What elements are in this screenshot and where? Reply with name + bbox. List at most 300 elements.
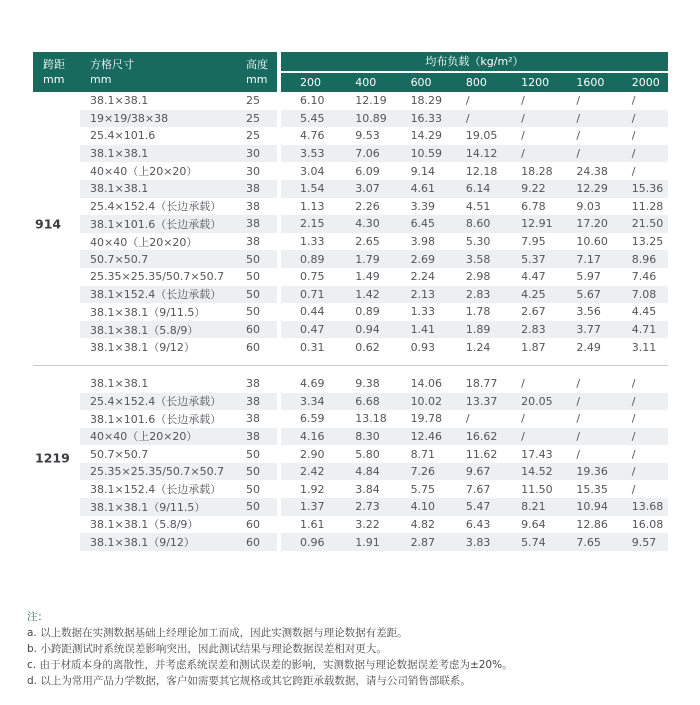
load-value-cell: 6.68 (336, 393, 391, 411)
grid-size-cell: 40×40（上20×20） (90, 165, 198, 179)
load-value-cell: 7.08 (613, 286, 668, 304)
span-column-spacer (33, 428, 80, 446)
grid-size-cell: 40×40（上20×20） (80, 428, 240, 446)
load-value-cell: / (521, 129, 525, 143)
load-value-cell: 3.11 (631, 340, 657, 354)
load-value-cell: / (613, 428, 668, 446)
load-value-cell: / (557, 110, 612, 128)
table-row (33, 375, 668, 393)
load-value-cell: / (521, 377, 525, 391)
span-value: 914 (35, 216, 62, 232)
load-value-cell: 0.31 (300, 340, 325, 354)
load-value-cell: 12.18 (465, 164, 498, 178)
load-value-cell: 0.93 (410, 340, 436, 354)
load-value-cell: 3.83 (447, 533, 502, 551)
load-value-cell: 1.41 (392, 321, 447, 339)
col-header-span-label: 跨距 (43, 58, 65, 71)
load-value-cell: 4.45 (631, 305, 657, 319)
load-value-cell: 2.67 (521, 305, 546, 319)
load-value-cell: 10.02 (392, 393, 447, 411)
table-row (33, 162, 668, 180)
load-value-cell: 18.77 (465, 377, 498, 391)
load-value-cell: / (576, 412, 581, 426)
load-value-cell: 20.05 (502, 393, 557, 411)
load-value-cell: 12.86 (576, 517, 608, 531)
table-header (33, 52, 668, 92)
load-value-cell: 1.49 (355, 270, 380, 284)
table-row (33, 268, 668, 286)
load-value-cell: 10.89 (336, 110, 391, 128)
load-col-header-2000: 2000 (631, 76, 660, 89)
load-value-cell: 1.13 (300, 199, 325, 213)
load-value-cell: 3.53 (281, 145, 336, 163)
load-value-cell: 3.77 (557, 321, 612, 339)
load-value-cell: 8.96 (613, 250, 668, 268)
load-value-cell: 0.96 (281, 533, 336, 551)
load-value-cell: 4.84 (336, 463, 391, 481)
table-row (33, 286, 668, 304)
table-row (33, 463, 668, 481)
load-value-cell: 3.34 (281, 393, 336, 411)
load-value-cell: 3.58 (447, 250, 502, 268)
grid-size-cell: 38.1×38.1（9/11.5） (80, 498, 240, 516)
grid-size-cell: 40×40（上20×20） (90, 235, 198, 249)
load-value-cell: 9.14 (410, 164, 436, 178)
grid-size-cell: 50.7×50.7 (90, 447, 149, 461)
load-value-cell: / (576, 129, 581, 143)
load-value-cell: 2.49 (576, 340, 601, 354)
grid-size-cell: 38.1×38.1（9/11.5） (90, 305, 206, 319)
table-row (33, 145, 668, 163)
table-row (33, 498, 668, 516)
height-cell: 60 (240, 533, 277, 551)
load-value-cell: / (447, 110, 502, 128)
col-header-size (80, 52, 240, 92)
load-value-cell: 4.71 (613, 321, 668, 339)
height-cell: 25 (240, 110, 277, 128)
table-body (33, 92, 668, 551)
load-value-cell: 12.91 (502, 215, 557, 233)
span-column-spacer (33, 321, 80, 339)
load-value-cell: 12.29 (557, 180, 612, 198)
load-value-cell: 0.94 (336, 321, 391, 339)
load-value-cell: 8.71 (410, 447, 436, 461)
span-column-spacer (33, 410, 80, 428)
load-value-cell: 10.94 (557, 498, 612, 516)
load-value-cell: 19.05 (465, 129, 498, 143)
load-value-cell: 1.24 (465, 340, 491, 354)
load-value-cell: 4.61 (392, 180, 447, 198)
load-value-cell: 5.80 (355, 447, 380, 461)
section-rows (33, 92, 668, 356)
grid-size-cell: 38.1×152.4（长边承载） (80, 286, 240, 304)
load-value-cell: 10.60 (576, 235, 608, 249)
load-value-cell: 3.07 (336, 180, 391, 198)
span-column-spacer (33, 198, 80, 216)
height-cell: 38 (246, 199, 260, 213)
height-cell: 38 (240, 180, 277, 198)
load-value-cell: / (576, 447, 581, 461)
height-cell: 60 (246, 340, 260, 354)
load-value-cell: 12.19 (355, 94, 387, 108)
header-load-block (281, 52, 668, 92)
grid-size-cell: 25.4×152.4（长边承载） (90, 200, 222, 214)
load-value-cell: 1.37 (281, 498, 336, 516)
grid-size-cell: 38.1×38.1 (80, 180, 240, 198)
load-value-cell: 5.30 (465, 235, 491, 249)
load-value-cell: 11.50 (521, 482, 553, 496)
span-column-spacer (33, 375, 80, 393)
note-c: c. 由于材质本身的离散性，并考虑系统误差和测试误差的影响，实测数据与理论数据误差考虑为±20%。 (27, 659, 513, 671)
grid-size-cell: 38.1×38.1（5.8/9） (90, 518, 199, 532)
load-value-cell: 1.89 (447, 321, 502, 339)
load-value-cell: / (631, 164, 636, 178)
height-cell: 50 (240, 463, 277, 481)
load-value-cell: / (631, 482, 636, 496)
span-column-spacer (33, 127, 80, 145)
load-value-cell: 13.37 (447, 393, 502, 411)
table-row (33, 393, 668, 411)
note-d: d. 以上为常用产品力学数据，客户如需要其它规格或其它跨距承载数据，请与公司销售部联系。 (27, 675, 471, 687)
load-value-cell: 24.38 (576, 164, 608, 178)
load-value-cell: 2.87 (392, 533, 447, 551)
span-column-spacer (33, 233, 80, 251)
load-value-cell: 0.44 (300, 305, 325, 319)
load-value-cell: / (557, 145, 612, 163)
load-value-cell: 11.28 (631, 199, 664, 213)
load-value-cell: 14.52 (502, 463, 557, 481)
grid-size-cell: 38.1×38.1 (90, 377, 149, 391)
load-value-cell: 7.17 (557, 250, 612, 268)
grid-size-cell: 38.1×101.6（长边承载） (80, 215, 240, 233)
load-value-cell: 3.04 (300, 164, 325, 178)
load-capacity-table (33, 52, 668, 551)
grid-size-cell: 25.35×25.35/50.7×50.7 (90, 270, 225, 284)
height-cell: 50 (246, 447, 260, 461)
load-value-cell: 4.69 (300, 377, 325, 391)
load-value-cell: 2.24 (410, 270, 436, 284)
height-cell: 50 (240, 498, 277, 516)
load-value-cell: 3.39 (410, 199, 436, 213)
load-value-cell: 12.46 (392, 428, 447, 446)
load-value-cell: 7.46 (631, 270, 657, 284)
load-group-header: 均布负载（kg/m²） (281, 52, 668, 71)
load-value-cell: 9.03 (576, 199, 601, 213)
span-column-spacer (33, 480, 80, 498)
table-row (33, 110, 668, 128)
height-cell: 50 (246, 270, 260, 284)
load-value-cell: / (576, 94, 581, 108)
load-value-cell: 11.62 (465, 447, 498, 461)
table-row (33, 516, 668, 534)
load-value-cell: 6.10 (300, 94, 325, 108)
load-value-cell: / (631, 447, 636, 461)
load-value-cell: 5.37 (502, 250, 557, 268)
header-left-block (33, 52, 277, 92)
load-value-cell: 10.59 (392, 145, 447, 163)
load-value-cell: / (465, 412, 470, 426)
load-value-cell: 8.30 (336, 428, 391, 446)
load-value-cell: 16.62 (447, 428, 502, 446)
grid-size-cell: 25.4×101.6 (90, 129, 156, 143)
load-value-cell: 2.69 (392, 250, 447, 268)
load-value-cell: 5.97 (576, 270, 601, 284)
table-row (33, 303, 668, 321)
load-value-cell: 4.16 (281, 428, 336, 446)
load-value-cell: / (502, 110, 557, 128)
load-value-cell: 4.30 (336, 215, 391, 233)
load-value-cell: 1.33 (410, 305, 436, 319)
col-header-span (33, 52, 80, 92)
load-value-cell: 3.84 (355, 482, 380, 496)
table-row (33, 250, 668, 268)
load-value-cell: 0.47 (281, 321, 336, 339)
table-row (33, 445, 668, 463)
load-value-cell: 5.75 (410, 482, 436, 496)
grid-size-cell: 38.1×38.1（9/12） (90, 341, 195, 355)
span-column-spacer (33, 533, 80, 551)
height-cell: 30 (240, 145, 277, 163)
load-column-headers (281, 73, 668, 92)
table-row (33, 198, 668, 216)
load-value-cell: / (557, 428, 612, 446)
height-cell: 50 (240, 286, 277, 304)
table-section (33, 92, 668, 356)
load-value-cell: 16.33 (392, 110, 447, 128)
load-value-cell: 9.53 (355, 129, 380, 143)
load-value-cell: / (557, 393, 612, 411)
load-value-cell: / (521, 94, 525, 108)
grid-size-cell: 38.1×38.1 (90, 94, 149, 108)
table-row (33, 338, 668, 356)
col-header-span-unit: mm (43, 73, 65, 86)
grid-size-cell: 38.1×38.1（5.8/9） (80, 321, 240, 339)
load-value-cell: 4.76 (300, 129, 325, 143)
span-column-spacer (33, 162, 80, 180)
grid-size-cell: 19×19/38×38 (80, 110, 240, 128)
load-value-cell: / (502, 145, 557, 163)
height-cell: 38 (246, 377, 260, 391)
table-section (33, 365, 668, 551)
load-value-cell: / (521, 412, 525, 426)
load-value-cell: 13.25 (631, 235, 664, 249)
grid-size-cell: 38.1×152.4（长边承载） (90, 483, 222, 497)
span-column-spacer (33, 393, 80, 411)
load-value-cell: 17.43 (521, 447, 553, 461)
table-row (33, 92, 668, 110)
table-row (33, 233, 668, 251)
span-column-spacer (33, 92, 80, 110)
load-value-cell: 7.26 (392, 463, 447, 481)
load-value-cell: 2.98 (465, 270, 491, 284)
height-cell: 38 (240, 393, 277, 411)
table-row (33, 480, 668, 498)
load-value-cell: 2.83 (447, 286, 502, 304)
load-value-cell: 18.29 (410, 94, 443, 108)
load-value-cell: 16.08 (631, 517, 664, 531)
note-a: a. 以上数据在实测数据基础上经理论加工而成，因此实测数据与理论数据有差距。 (27, 627, 408, 639)
span-column-spacer (33, 286, 80, 304)
load-col-header-1600: 1600 (576, 76, 605, 89)
load-value-cell: 4.51 (465, 199, 491, 213)
load-value-cell: 5.67 (557, 286, 612, 304)
load-value-cell: / (613, 145, 668, 163)
load-value-cell: 7.65 (557, 533, 612, 551)
load-col-header-800: 800 (465, 76, 487, 89)
load-value-cell: 13.18 (355, 412, 387, 426)
height-cell: 50 (246, 482, 260, 496)
load-value-cell: 15.36 (613, 180, 668, 198)
span-column-spacer (33, 250, 80, 268)
grid-size-cell: 38.1×38.1（9/12） (80, 533, 240, 551)
load-col-header-600: 600 (410, 76, 432, 89)
load-value-cell: 4.25 (502, 286, 557, 304)
load-value-cell: 7.06 (336, 145, 391, 163)
grid-size-cell: 25.4×152.4（长边承载） (80, 393, 240, 411)
load-value-cell: / (631, 377, 636, 391)
load-value-cell: 6.59 (300, 412, 325, 426)
load-value-cell: 5.74 (502, 533, 557, 551)
load-value-cell: 6.14 (447, 180, 502, 198)
height-cell: 50 (240, 250, 277, 268)
section-rows (33, 375, 668, 551)
load-value-cell: 1.91 (336, 533, 391, 551)
col-header-height-label: 高度 (246, 58, 268, 71)
span-column-spacer (33, 110, 80, 128)
load-value-cell: 6.45 (392, 215, 447, 233)
load-value-cell: 14.06 (410, 377, 443, 391)
height-cell: 38 (240, 215, 277, 233)
height-cell: 50 (246, 305, 260, 319)
grid-size-cell: 38.1×101.6（长边承载） (90, 412, 222, 426)
span-column-spacer (33, 268, 80, 286)
note-b: b. 小跨距测试时系统误差影响突出，因此测试结果与理论数据误差相对更大。 (27, 643, 387, 655)
load-col-header-400: 400 (355, 76, 377, 89)
col-header-size-unit: mm (90, 73, 112, 86)
load-value-cell: 2.65 (355, 235, 380, 249)
load-value-cell: 1.87 (521, 340, 546, 354)
grid-size-cell: 38.1×38.1 (80, 145, 240, 163)
table-row (33, 410, 668, 428)
span-column-spacer (33, 338, 80, 356)
load-col-header-200: 200 (300, 76, 321, 89)
load-value-cell: 3.22 (355, 517, 380, 531)
table-row (33, 321, 668, 339)
load-value-cell: 2.73 (336, 498, 391, 516)
load-value-cell: 1.33 (300, 235, 325, 249)
load-col-header-1200: 1200 (521, 76, 550, 89)
load-value-cell: / (465, 94, 470, 108)
load-value-cell: 2.15 (281, 215, 336, 233)
load-value-cell: / (631, 129, 636, 143)
load-value-cell: 1.79 (336, 250, 391, 268)
load-value-cell: 17.20 (557, 215, 612, 233)
notes (27, 609, 513, 689)
load-value-cell: 4.10 (392, 498, 447, 516)
load-value-cell: / (613, 463, 668, 481)
notes-label: 注： (27, 611, 48, 623)
load-value-cell: / (576, 377, 581, 391)
height-cell: 25 (246, 94, 260, 108)
table-row (33, 180, 668, 198)
load-value-cell: / (502, 428, 557, 446)
height-cell: 25 (246, 129, 260, 143)
span-column-spacer (33, 145, 80, 163)
col-header-size-label: 方格尺寸 (90, 58, 134, 71)
load-value-cell: 8.21 (502, 498, 557, 516)
load-value-cell: 6.09 (355, 164, 380, 178)
grid-size-cell: 25.35×25.35/50.7×50.7 (80, 463, 240, 481)
span-column-spacer (33, 498, 80, 516)
load-value-cell: 2.83 (502, 321, 557, 339)
load-value-cell: 18.28 (521, 164, 553, 178)
height-cell: 38 (246, 412, 260, 426)
load-value-cell: 0.75 (300, 270, 325, 284)
load-value-cell: / (631, 94, 636, 108)
load-value-cell: 7.67 (465, 482, 491, 496)
load-value-cell: 14.12 (447, 145, 502, 163)
load-value-cell: 3.98 (410, 235, 436, 249)
load-value-cell: 1.78 (465, 305, 491, 319)
table-row (33, 533, 668, 551)
height-cell: 38 (246, 235, 260, 249)
load-value-cell: 7.95 (521, 235, 546, 249)
load-value-cell: 0.71 (281, 286, 336, 304)
height-cell: 38 (240, 428, 277, 446)
load-value-cell: 1.92 (300, 482, 325, 496)
span-value: 1219 (35, 450, 70, 466)
load-value-cell: 9.64 (521, 517, 546, 531)
load-value-cell: 19.36 (557, 463, 612, 481)
table-row (33, 428, 668, 446)
load-value-cell: 21.50 (613, 215, 668, 233)
load-value-cell: 19.78 (410, 412, 443, 426)
load-value-cell: 9.67 (447, 463, 502, 481)
load-value-cell: 4.82 (410, 517, 436, 531)
load-value-cell: 1.42 (336, 286, 391, 304)
load-value-cell: 6.78 (521, 199, 546, 213)
load-value-cell: 9.38 (355, 377, 380, 391)
load-value-cell: / (631, 412, 636, 426)
load-value-cell: 9.57 (613, 533, 668, 551)
span-column-spacer (33, 516, 80, 534)
load-value-cell: 8.60 (447, 215, 502, 233)
load-value-cell: 3.56 (576, 305, 601, 319)
load-value-cell: 1.61 (300, 517, 325, 531)
load-value-cell: 2.90 (300, 447, 325, 461)
load-value-cell: 5.45 (281, 110, 336, 128)
load-value-cell: 2.26 (355, 199, 380, 213)
load-value-cell: 15.35 (576, 482, 608, 496)
height-cell: 60 (246, 517, 260, 531)
load-value-cell: 5.47 (447, 498, 502, 516)
load-value-cell: 0.89 (281, 250, 336, 268)
load-value-cell: / (613, 393, 668, 411)
load-value-cell: 2.13 (392, 286, 447, 304)
load-value-cell: 9.22 (502, 180, 557, 198)
span-column-spacer (33, 303, 80, 321)
load-value-cell: 14.29 (410, 129, 443, 143)
height-cell: 30 (246, 164, 260, 178)
load-value-cell: 0.89 (355, 305, 380, 319)
load-value-cell: 6.43 (465, 517, 491, 531)
load-value-cell: 1.54 (281, 180, 336, 198)
load-value-cell: 13.68 (613, 498, 668, 516)
table-row (33, 215, 668, 233)
load-value-cell: 4.47 (521, 270, 546, 284)
grid-size-cell: 50.7×50.7 (80, 250, 240, 268)
span-column-spacer (33, 180, 80, 198)
